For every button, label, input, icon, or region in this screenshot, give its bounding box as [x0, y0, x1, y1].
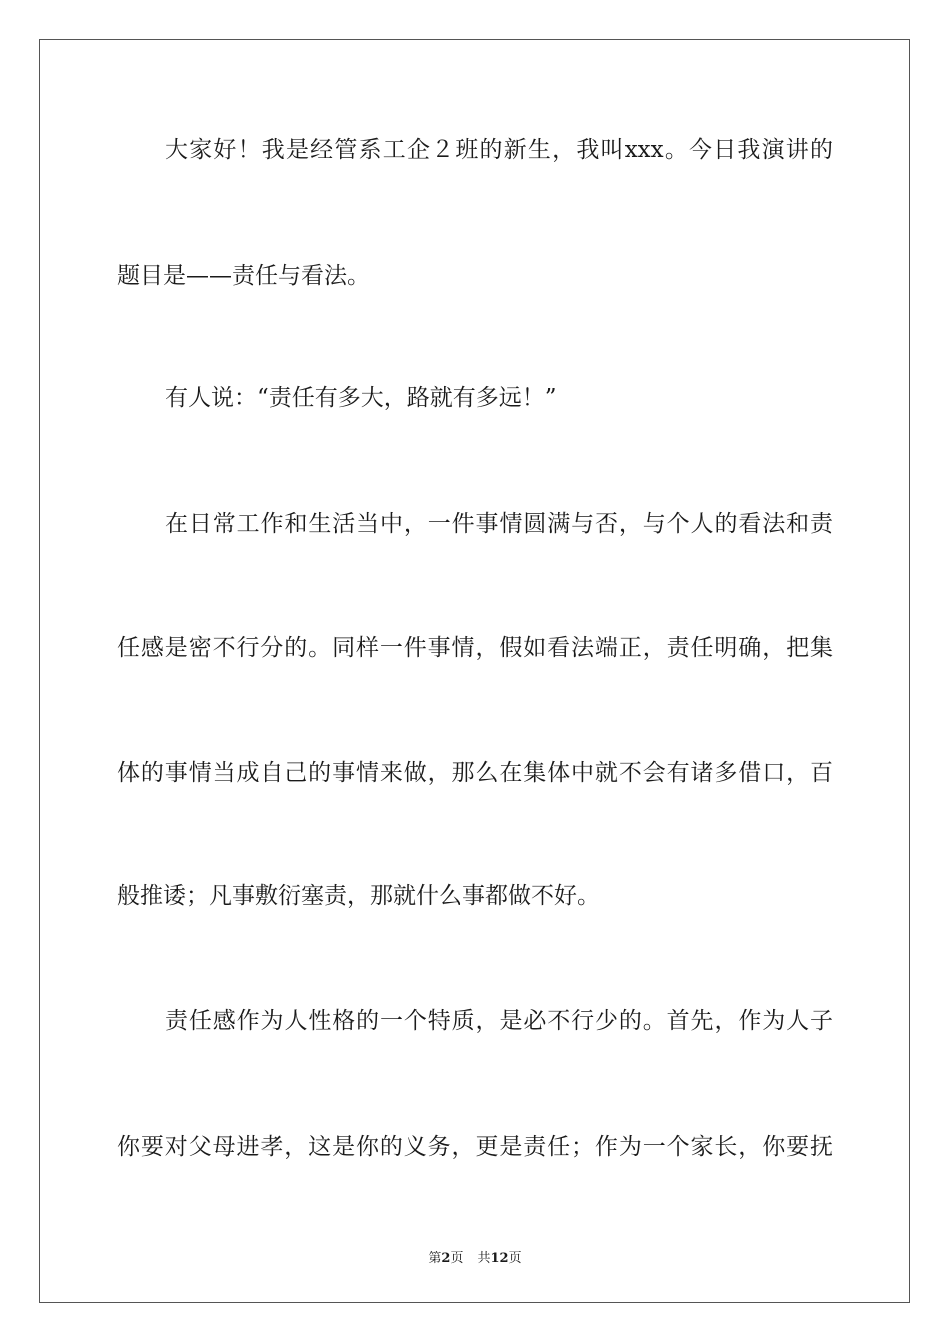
page-footer — [0, 1247, 950, 1266]
paragraph-line-3: 有人说：“责任有多大，路就有多远！” — [165, 385, 557, 411]
paragraph-line-8: 责任感作为人性格的一个特质，是必不行少的。首先，作为人子 — [165, 1008, 833, 1034]
paragraph-line-9: 你要对父母进孝，这是你的义务，更是责任；作为一个家长，你要抚 — [117, 1134, 833, 1160]
footer-total-pages: 12 — [490, 1251, 509, 1266]
page-border — [39, 39, 910, 1303]
footer-page-prefix: 第 — [428, 1251, 442, 1266]
footer-total-prefix: 共 — [477, 1251, 491, 1266]
paragraph-line-6: 体的事情当成自己的事情来做，那么在集体中就不会有诸多借口，百 — [117, 760, 833, 786]
paragraph-line-4: 在日常工作和生活当中，一件事情圆满与否，与个人的看法和责 — [165, 511, 833, 537]
paragraph-line-7: 般推诿；凡事敷衍塞责，那就什么事都做不好。 — [117, 883, 600, 909]
footer-page-number: 2 — [441, 1251, 451, 1266]
paragraph-line-5: 任感是密不行分的。同样一件事情，假如看法端正，责任明确，把集 — [117, 635, 833, 661]
paragraph-line-2: 题目是——责任与看法。 — [117, 263, 370, 289]
footer-page-unit: 页 — [450, 1251, 464, 1266]
paragraph-line-1: 大家好！我是经管系工企２班的新生，我叫xxx。今日我演讲的 — [165, 137, 833, 163]
footer-total-unit: 页 — [508, 1251, 522, 1266]
